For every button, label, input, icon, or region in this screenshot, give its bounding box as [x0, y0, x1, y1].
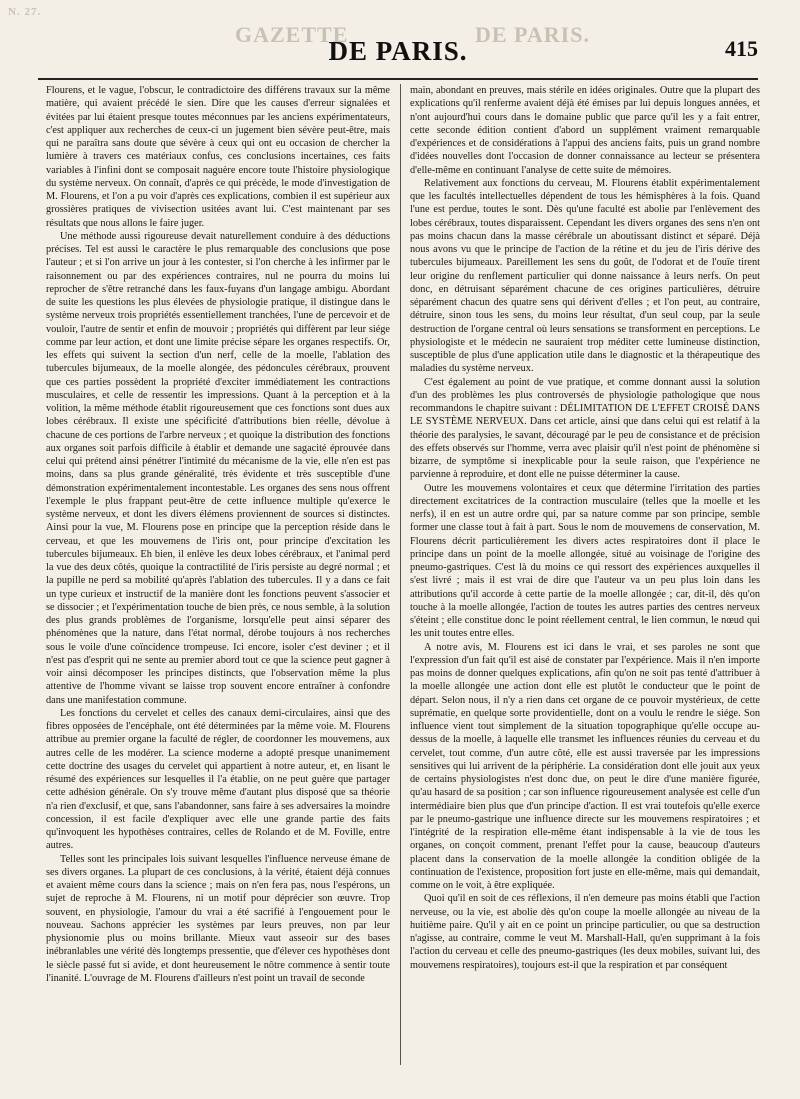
- paragraph: A notre avis, M. Flourens est ici dans le vrai, et ses paroles ne sont que l'expression d'un fait qu'il est aisé de constater par l'expérience. Mais il n'en importe pas moins de donner quelques explications, afin qu'on ne soit pas tenté d'attribuer à la moelle allongée une action dont elle est plutôt le conducteur que le point de départ. Selon nous, il n'y a rien dans cet organe de ce pouvoir mystérieux, de cette suprématie, en quelque sorte providentielle, dont on a voulu le rendre le siége. Son influence vient tout simplement de la situation topographique qu'elle occupe au-dessus de la moelle, à laquelle elle transmet les influences réunies du cerveau et du cervelet, tout comme, d'un autre côté, elle est aussi traversée par les impressions sensitives qui lui arrivent de la périphérie. La considération dont elle jouit aux yeux de certains physiologistes n'est donc due, on peut le dire d'une manière figurée, qu'au hasard de sa position ; car son influence rigoureusement analysée est celle d'un intermédiaire bien plus que d'un principe d'action. Il est vrai toutefois qu'elle exerce par le pneumo-gastrique une influence directe sur les mouvemens respiratoires ; et l'intégrité de la respiration elle-même étant indispensable à la vie de tous les organes, on conçoit comment, prenant l'effet pour la cause, beaucoup d'auteurs placent dans la conservation de la moelle allongée la condition obligée de la continuation de l'existence, proposition fort juste en elle-même, mais qui demandait, comme on le voit, à être expliquée.: [410, 641, 760, 891]
- paragraph: C'est également au point de vue pratique, et comme donnant aussi la solution d'un des problèmes les plus controversés de physiologie pathologique que nous recommandons le chapitre suivant : DÉLIMITATION DE L'EFFET CROISÉ DANS LE SYSTÈME NERVEUX. Dans cet article, ainsi que dans celui qui est relatif à la théorie des paralysies, le savant, découragé par le peu de consistance et de précision des effets observés sur l'homme, verra avec plaisir qu'il n'est point de phénomène si bizarre, de symptôme si inexplicable pour la seule raison, que l'expérience ne parvienne à reproduire, et dont elle ne puisse déterminer la cause.: [410, 376, 760, 481]
- running-title: DE PARIS.: [328, 36, 468, 66]
- paragraph: Les fonctions du cervelet et celles des canaux demi-circulaires, ainsi que des fibres opposées de l'encéphale, ont été déterminées par la même voie. M. Flourens attribue au premier organe la faculté de régler, de coordonner les mouvemens, aux autres celle de les modérer. La science moderne a adopté presque unanimement cette doctrine des usages du cervelet qui appartient à notre auteur, et, en lisant le résumé des expériences sur lesquelles il l'a établie, on ne peut guère que partager cette adhésion générale. On s'y trouve même d'autant plus disposé que sa théorie n'a rien d'exclusif, et que, sans l'abandonner, sans faire à ses adversaires la moindre concession, il est facile d'expliquer avec elle une grande partie des faits qu'invoquent les hypothèses contraires, celles de Rolando et de M. Foville, entre autres.: [46, 707, 390, 852]
- header-rule: [38, 78, 758, 80]
- bleed-through-corner: N. 27.: [8, 6, 42, 18]
- left-column: [46, 84, 390, 1065]
- bleed-through-title-right: DE PARIS.: [475, 22, 590, 47]
- right-column: [410, 84, 760, 1065]
- column-divider: [400, 84, 401, 1065]
- paragraph: Flourens, et le vague, l'obscur, le contradictoire des différens travaux sur la même matière, qui avaient précédé le sien. Dire que les causes d'erreur signalées et évitées par lui étaient presque toutes méconnues par les anciens expérimentateurs, c'est appliquer aux recherches de ceux-ci un jugement bien sévère peut-être, mais qui ne paraîtra sans doute que sévère à ceux qui ont eu occasion de chercher la lumière à travers ces matériaux confus, ces conclusions incertaines, ces faits variables à l'infini dont se composait naguère encore toute l'histoire physiologique du système nerveux. On connaît, d'après ce qui précède, le mode d'investigation de M. Flourens, et l'on a pu voir d'après ces explications, combien il est supérieur aux grossières pratiques de vivisection usitées avant lui. C'est maintenant par ses résultats que nous allons le faire juger.: [46, 85, 390, 229]
- paragraph: Relativement aux fonctions du cerveau, M. Flourens établit expérimentalement que les facultés intellectuelles dépendent de tous les hémisphères à la fois. Quand l'une est perdue, toutes le sont. Dès qu'une faculté est abolie par l'enlèvement des lobes cérébraux, toutes disparaissent. Cependant les divers organes des sens n'en ont pas moins chacun dans la masse cérébrale un aboutissant distinct et séparé. Déjà nous avons vu que le principe de l'action de la rétine et du jeu de l'iris dérive des tubercules bijumeaux. Pareillement les sens du goût, de l'odorat et de l'ouïe tirent leur origine du renflement particulier qui donne naissance à leurs nerfs. On peut donc, en détruisant séparément chacune de ces origines particulières, détruire séparément chacun des quatre sens qui dérivent d'elles ; et l'on peut, au contraire, détruire, sinon tous les sens, du moins leur résultat, d'un seul coup, par la seule destruction de l'organe central où leurs sensations se transforment en perceptions. Le physiologiste et le médecin ne sauraient trop méditer cette lumineuse distinction, susceptible de plus d'une application utile dans le diagnostic et la thérapeutique des maladies du système nerveux.: [410, 177, 760, 375]
- page-number: 415: [725, 36, 758, 61]
- paragraph: Quoi qu'il en soit de ces réflexions, il n'en demeure pas moins établi que l'action nerveuse, ou la vie, est abolie dès qu'on coupe la moelle allongée au niveau de la huitième paire. Qu'il y ait en ce point un principe particulier, ou que sa destruction n'agisse, au contraire, comme le veut M. Marshall-Hall, qu'en supprimant à la fois l'action du cerveau et celle des pneumo-gastriques (les deux mobiles, suivant lui, des mouvemens respiratoires), toujours est-il que la respiration et par conséquent: [410, 893, 760, 971]
- paragraph: Telles sont les principales lois suivant lesquelles l'influence nerveuse émane de ses divers organes. La plupart de ces conclusions, à la vérité, étaient déjà connues et avaient même cours dans la science ; mais on n'en fera pas, nous l'espérons, un sujet de reproche à M. Flourens, ni un motif pour déprécier son œuvre. Trop souvent, en physiologie, l'amour du vrai a été sacrifié à l'engouement pour le nouveau. Sachons apprécier les systèmes par leurs preuves, non par leur physionomie plus ou moins brillante. Mieux vaut asseoir sur des bases inébranlables une vérité dès longtemps pressentie, que d'élever ces hypothèses dont le siècle passé fut si avide, et dont heureusement le nôtre commence à sentir toute l'inanité. L'ouvrage de M. Flourens d'ailleurs n'est point un travail de seconde: [46, 853, 390, 984]
- page-header: [38, 30, 758, 70]
- paragraph: Une méthode aussi rigoureuse devait naturellement conduire à des déductions précises. Tel est aussi le caractère le plus remarquable des conclusions que pose l'auteur ; et si l'on arrive un jour à les contester, si l'on cherche à les infirmer par le raisonnement ou par des expériences contraires, nul ne pourra du moins lui reprocher de s'être retranché dans les faux-fuyans d'un langage ambigu. Abordant de suite les questions les plus élevées de physiologie pratique, il distingue dans le système nerveux trois propriétés essentiellement tranchées, l'une de percevoir et de vouloir, l'autre de sentir et enfin de mouvoir ; propriétés qui diffèrent par leur siége comme par leur action, et dont une limite précise sépare les organes respectifs. Or, les effets qui suivent la section d'un nerf, celle de la moelle, l'ablation des tubercules bijumeaux, de la moelle alongée, des pédoncules cérébraux, prouvent que ces parties possèdent la propriété d'exciter immédiatement les contractions musculaires, et celle de ressentir les impressions. Quant à la perception et à la volition, la même méthode établit rigoureusement que ces fonctions sont dues aux lobes cérébraux. Il existe une spécificité d'attributions bien réelle, dévolue à chacune de ces portions de l'arbre nerveux ; et quoique la distribution des fonctions aux organes soit parfois difficile à établir et demande une sagacité éprouvée dans celui qui prétend ainsi pénétrer l'intimité du mécanisme de la vie, elle n'en est pas moins, dans sa plus grande généralité, très évidente et très susceptible d'une démonstration expérimentalement incontestable. Les organes des sens nous offrent l'exemple le plus frappant peut-être de cette influence multiple qu'exerce le système nerveux, et dont les divers élémens proviennent de sources si distinctes. Ainsi pour la vue, M. Flourens pose en principe que la perception réside dans le cerveau, et que les mouvemens de l'iris ont, pour principe d'excitation les tubercules bijumeaux. Eh bien, il enlève les deux lobes cérébraux, et l'animal perd la vue des deux côtés, quoique la contractilité de l'iris persiste au degré normal ; et la pupille ne perd sa mobilité qu'après l'ablation des tubercules. Il y a dans ce fait un type curieux et instructif de la manière dont les fonctions peuvent s'associer et se dissocier ; et l'expérimentation touche de bien près, ce nous semble, à la solution des plus grands problèmes de l'organisme, lorsqu'elle peut ainsi séparer des phénomènes que la nature, dans l'état normal, dérobe toujours à nos recherches sous le voile d'une coïncidence trompeuse. Ici encore, isoler c'est deviner ; et il n'est pas d'esprit qui ne sente au premier abord tout ce que la science peut gagner à voir ainsi décomposer les principes distincts, que l'observation même la plus attentive de l'homme vivant se laisse trop souvent encore entraîner à confondre dans une manifestation commune.: [46, 230, 390, 706]
- paragraph: main, abondant en preuves, mais stérile en idées originales. Outre que la plupart des explications qu'il renferme avaient déjà été émises par lui depuis longues années, et n'ont aujourd'hui cours dans le domaine public que parce qu'il les y a fait entrer, cette seconde édition contient d'abord un supplément vraiment remarquable d'expériences et de considérations à l'appui des anciens faits, puis un grand nombre d'idées nouvelles dont l'occasion de donner connaissance au lecteur se présentera d'elle-même en continuant l'analyse de cette suite de mémoires.: [410, 85, 760, 176]
- bleed-through-title-left: GAZETTE: [235, 22, 349, 47]
- paragraph: Outre les mouvemens volontaires et ceux que détermine l'irritation des parties directement excitatrices de la contraction musculaire (telles que la moelle et les nerfs), il en est un autre ordre qui, par sa nature comme par son principe, semble former une classe tout à fait à part. Sous le nom de mouvemens de conservation, M. Flourens décrit particulièrement les divers actes respiratoires dont il place le principe dans un point de la moelle allongée, situé au voisinage de l'origine des pneumo-gastriques. C'est là du moins ce qui ressort des expériences auxquelles il s'est livré ; mais il est vrai de dire que l'auteur va un peu plus loin dans les attributions qu'il accorde à cette partie de la moelle allongée ; car, dit-il, dès qu'on touche à la moelle allongée, l'action de toutes les autres parties des centres nerveux s'éteint ; elle constitue donc le point réellement central, le lien commun, le nœud qui les unit toutes entre elles.: [410, 482, 760, 640]
